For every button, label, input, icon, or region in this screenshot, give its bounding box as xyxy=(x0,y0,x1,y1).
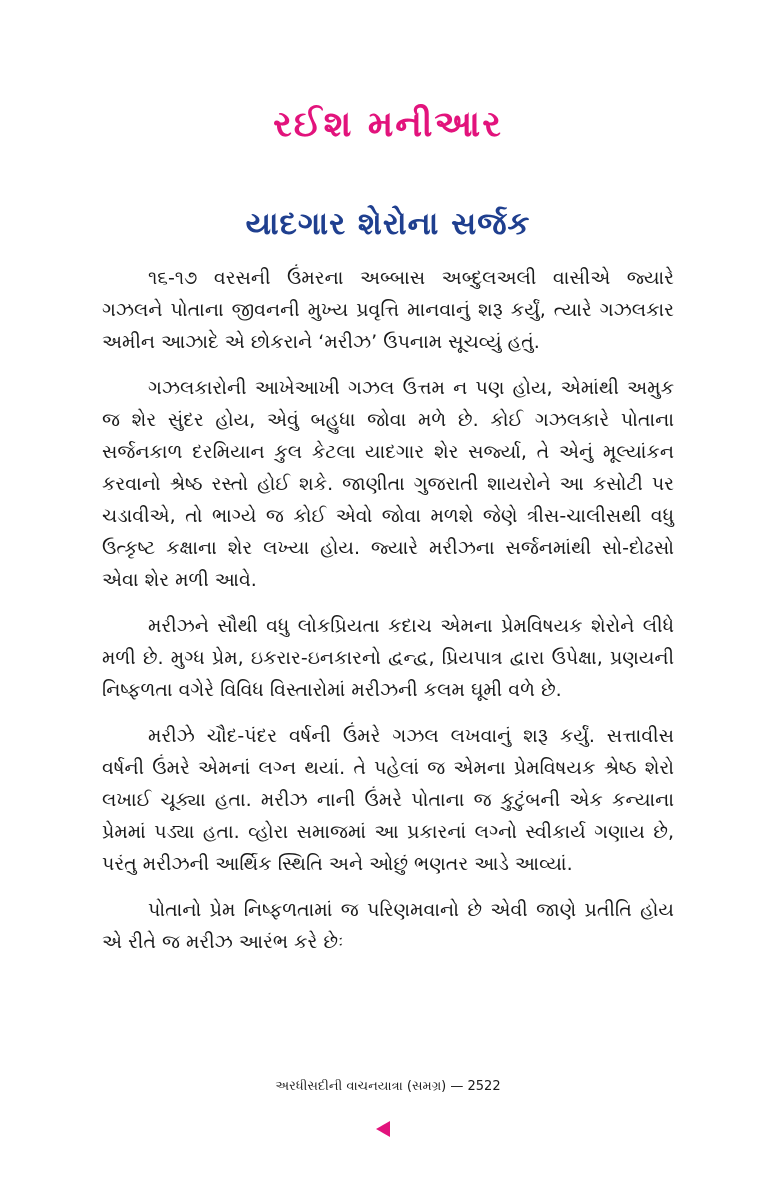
page-subtitle: યાદગાર શેરોના સર્જક xyxy=(245,206,531,242)
paragraph-2: ગઝલકારોની આખેઆખી ગઝલ ઉત્તમ ન પણ હોય, એમાંથી અમુક જ શેર સુંદર હોય, એવું બહુધા જોવા મળે છે. કોઈ ગઝલકારે પોતાના સર્જનકાળ દરમિયાન કુલ કેટલા યાદગાર શેર સર્જ્યા, તે એનું મૂલ્યાંકન કરવાનો શ્રેષ્ઠ રસ્તો હોઈ શકે. જાણીતા ગુજરાતી શાયરોને આ કસોટી પર ચડાવીએ, તો ભાગ્યે જ કોઈ એવો જોવા મળશે જેણે ત્રીસ-ચાલીસથી વધુ ઉત્કૃષ્ટ કક્ષાના શેર લખ્યા હોય. જ્યારે મરીઝના સર્જનમાંથી સો-દોઢસો એવા શેર મળી આવે. xyxy=(102,377,674,591)
article-body xyxy=(102,262,674,972)
paragraph-1: ૧૬-૧૭ વરસની ઉંમરના અબ્બાસ અબ્દુલઅલી વાસીએ જ્યારે ગઝલને પોતાના જીવનની મુખ્ય પ્રવૃત્તિ માનવાનું શરૂ કર્યું, ત્યારે ગઝલકાર અમીન આઝાદે એ છોકરાને ‘મરીઝ’ ઉપનામ સૂચવ્યું હતું. xyxy=(102,267,674,353)
page-footer: અરધીસદીની વાચનયાત્રા (સમગ્ર) — 2522 xyxy=(275,1079,501,1094)
previous-page-arrow-icon[interactable] xyxy=(376,1121,390,1137)
paragraph-5: પોતાનો પ્રેમ નિષ્ફળતામાં જ પરિણમવાનો છે એવી જાણે પ્રતીતિ હોય એ રીતે જ મરીઝ આરંભ કરે છેઃ xyxy=(102,899,674,953)
page-title: રઈશ મનીઆર xyxy=(273,104,503,145)
paragraph-3: મરીઝને સૌથી વધુ લોકપ્રિયતા કદાચ એમના પ્રેમવિષયક શેરોને લીધે મળી છે. મુગ્ધ પ્રેમ, ઇકરાર-ઇનકારનો દ્વન્દ્વ, પ્રિયપાત્ર દ્વારા ઉપેક્ષા, પ્રણયની નિષ્ફળતા વગેરે વિવિધ વિસ્તારોમાં મરીઝની કલમ ઘૂમી વળે છે. xyxy=(102,615,674,701)
paragraph-4: મરીઝે ચૌદ-પંદર વર્ષની ઉંમરે ગઝલ લખવાનું શરૂ કર્યું. સત્તાવીસ વર્ષની ઉંમરે એમનાં લગ્ન થયાં. તે પહેલાં જ એમના પ્રેમવિષયક શ્રેષ્ઠ શેરો લખાઈ ચૂક્યા હતા. મરીઝ નાની ઉંમરે પોતાના જ કુટુંબની એક કન્યાના પ્રેમમાં પડ્યા હતા. વ્હોરા સમાજમાં આ પ્રકારનાં લગ્નો સ્વીકાર્ય ગણાય છે, પરંતુ મરીઝની આર્થિક સ્થિતિ અને ઓછું ભણતર આડે આવ્યાં. xyxy=(102,725,674,875)
